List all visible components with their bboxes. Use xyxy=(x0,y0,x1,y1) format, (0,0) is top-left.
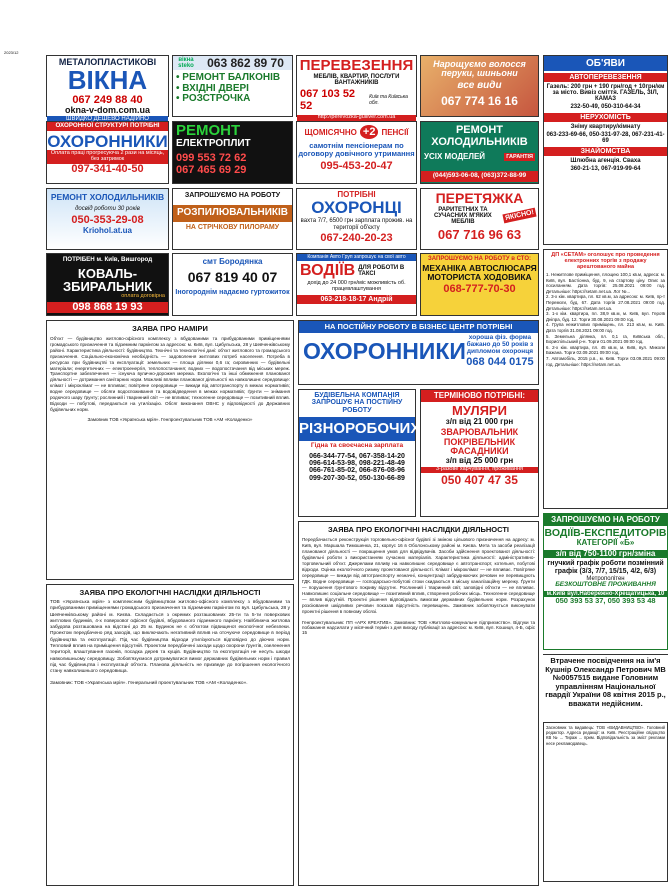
section-phone: 360-21-13, 067-919-99-64 xyxy=(570,166,641,172)
ad-balconies xyxy=(172,55,293,117)
ad-fridge-repair xyxy=(46,188,169,250)
ad-workers xyxy=(420,389,539,517)
ad-ktl xyxy=(543,513,668,650)
fridge-repair-site: Kriohol.at.ua xyxy=(83,225,132,235)
auction-notice xyxy=(543,249,668,509)
balconies-line3: • РОЗСТРОЧКА xyxy=(176,93,251,104)
lost-text: Втрачене посвідчення на ім'я Кушнір Олександр Петрович МВ №0057515 видане Головним управлінням Національної гвардії України 08 квітня 2015 р., вважати недійсним. xyxy=(545,656,666,708)
guards2-head: ПОТРІБНІ xyxy=(337,190,376,199)
builders-phone: 099-207-30-52, 050-130-66-89 xyxy=(309,474,405,482)
ktl-head: ЗАПРОШУЄМО НА РОБОТУ xyxy=(544,514,667,526)
windows-phone: 067 249 88 40 xyxy=(72,93,143,106)
sawmill-head: ЗАПРОШУЄМО НА РОБОТУ xyxy=(184,192,281,199)
balconies-line2: • ВХІДНІ ДВЕРІ xyxy=(176,82,249,94)
windows-slogan: ШВИДКО ДЕШЕВО НАДІЙНО xyxy=(47,116,168,122)
repair-phone1: 099 553 72 62 xyxy=(176,152,247,165)
guards3-sub: хороша фіз. форма бажано до 50 років з дипломом охоронця xyxy=(466,333,534,355)
auction-head: ДП «СЕТАМ» оголошує про проведення електронних торгів з продажу арештованого майна xyxy=(551,252,660,270)
section-phone: 063-233-69-66, 050-331-97-28, 067-231-41-69 xyxy=(546,132,665,144)
moving-site: http://perevozka-gulliver.com.ua xyxy=(297,115,416,121)
fridges-title: РЕМОНТ ХОЛОДИЛЬНИКІВ xyxy=(431,124,528,148)
workers-phone: 050 407 47 35 xyxy=(441,472,518,487)
ktl-schedule: гнучкий графік роботи позмінний графік (3/3, 7/7, 15/15, 4/2, 6/3) xyxy=(547,560,664,575)
ad-windows xyxy=(46,55,169,122)
fridges-phones: (044)593-06-08, (063)372-88-99 xyxy=(421,171,538,182)
sawmill-title: РОЗПИЛЮВАЛЬНИКІВ xyxy=(173,205,292,222)
fridge-repair-sub: досвід роботи 30 років xyxy=(75,205,140,212)
hair-phone: 067 774 16 16 xyxy=(441,94,518,109)
builders-head: БУДІВЕЛЬНА КОМПАНІЯ ЗАПРОШУЄ НА ПОСТІЙНУ РОБОТУ xyxy=(311,392,403,414)
fridge-repair-phone: 050-353-29-08 xyxy=(71,214,144,227)
ad-blacksmith xyxy=(46,253,169,316)
notice-title: ЗАЯВА ПРО ЕКОЛОГІЧНІ НАСЛІДКИ ДІЯЛЬНОСТІ xyxy=(79,588,261,597)
ad-moving xyxy=(296,55,417,121)
section-title: ЗНАЙОМСТВА xyxy=(544,147,667,156)
page-marker: 2023/12 xyxy=(4,50,19,55)
moving-sub: МЕБЛІВ, КВАРТИР, ПОСЛУГИ ВАНТАЖНИКІВ xyxy=(313,73,400,87)
upholstery-phone: 067 716 96 63 xyxy=(437,226,522,242)
upholstery-sub: РАРИТЕТНИХ ТА СУЧАСНИХ М'ЯКИХ МЕБЛІВ xyxy=(434,206,492,225)
ad-guards3 xyxy=(298,320,539,385)
guards3-phone: 068 044 0175 xyxy=(466,356,534,369)
imprint xyxy=(543,722,668,882)
taxi-head: Компанія Авто Груп запрошує на свої авто xyxy=(297,254,416,261)
section-text: Шлюбна агенція. Сваха xyxy=(570,158,641,164)
pension-monthly: ЩОМІСЯЧНО xyxy=(304,127,357,137)
moving-title: ПЕРЕВЕЗЕННЯ xyxy=(299,57,414,74)
balconies-line1: • РЕМОНТ БАЛКОНІВ xyxy=(176,72,281,83)
auction-text: 1. Нежитлове приміщення, площею 100,1 кв.м, адреса: м. Київ, вул. Бастіонна, буд. 9, на стартову ціну. Опис за посиланням. Дата торгів: 25.08.2021 09:00 год. Детальніше: https://setam.net.ua. Лот №... 2. 3-х кім. квартира, пл. 62 кв.м, за адресою: м. Київ, пр-т Перемоги, буд. 67. Дата торгів 27.08.2021 09:00 год. Детальніше: https://setam.net.ua. 3. 1-х кім. квартира, пл. 38,9 кв.м, м. Київ, вул. Героїв Дніпра, буд. 12. Торги 30.08.2021 09:00 год. 4. Група нежитлових приміщень, пл. 213 кв.м, м. Київ. Дата торгів 31.08.2021 09:00 год. 5. Земельна ділянка, пл. 0,1 га, Київська обл., Бориспільський р-н. Торги 01.09.2021 09:00 год. 6. 2-х кім. квартира, пл. 45 кв.м, м. Київ, вул. Миколи Бажана. Торги 02.09.2021 09:00 год. 7. Автомобіль, 2015 р.в., м. Київ. Торги 03.09.2021 09:00 год. Детальніше: https://setam.net.ua. xyxy=(546,272,665,367)
ad-pension xyxy=(296,121,417,184)
builders-phone: 096-614-53-98, 098-221-48-49 xyxy=(309,459,405,467)
moving-phone: 067 103 52 52 xyxy=(300,88,356,113)
taxi-note: дохід до 24 000 грн/міс можливість об. працевлаштування xyxy=(307,280,406,293)
notice-body: ТОВ «Українська мрія» з комплексним будівництвом житлово-офісного комплексу з вбудованими та прибудованими приміщеннями громадського призначення та підземним паркінгом по вул. Цибульська, 28 у Шевченківському районі м. Києва. Складається з окремих розташованих 25-ти та 5-ти поверхових житлових будинків, 4-х поверхової офісної будівлі, вбудованого підземного паркінгу. Найближча житлова забудова розташована на відстані до 25 м. Будинок не є об'єктом підвищеної екологічної небезпеки. Проектом передбачено ряд заходів, що виключають негативний вплив на оточуюче середовище в період будівництва та експлуатації. Під час будівництва відходи утилізуються відповідно до діючих норм. Тепловий вплив на приміщення відсутній. Проектом передбачені заходи щодо охорони ґрунтів, озеленення території, влаштування газонів, посадка дерев та кущів. Будівництво та експлуатація не несуть шкоди навколишньому середовищу. Зобов'язуємося дотримуватися вимог державних будівельних норм і правил під час будівництва і експлуатації об'єкта. Планова діяльність не призведе до погіршення екологічного стану навколишнього середовища. xyxy=(50,600,290,675)
ktl-address: м.Київ вул.Набережно-Хрещатицька, 10 xyxy=(544,591,667,597)
guards2-sub: вахта 7/7, 6500 грн зарплата прожив. на території об'єкту xyxy=(300,218,413,231)
upholstery-title: ПЕРЕТЯЖКА xyxy=(435,190,524,206)
ad-mechanic xyxy=(420,253,539,316)
pension-plus: +2 xyxy=(360,125,379,139)
workers-note: 3-разове харчування, проживання xyxy=(421,467,538,473)
section-title: АВТОПЕРЕВЕЗЕННЯ xyxy=(544,73,667,82)
hair-title: Нарощуємо волосся перуки, шиньони xyxy=(433,59,526,79)
notice-body: Передбачається реконструкція торговельно-офісної будівлі зі зміною цільового призначення на адресу: м. Київ, вул. Маршала Тимошенка, 21, корпус 16 в Оболонському районі м. Києва. Мета та засоби реалізації планованої діяльності — покращення умов для відвідувачів. Засоби здійснення проектованої діяльності: будівельні роботи з використанням сучасних матеріалів. Характеристика діяльності: адміністративно-торговельний об'єкт. Джерелами впливу на навколишнє середовище є автотранспорт, котельня, побутові відходи. Оцінка екологічного ризику проектованої діяльності. Клімат і мікроклімат — не впливає. Повітряне середовище — викиди від автотранспорту незначні, концентрації забруднюючих речовин не перевищують ГДК. Водне середовище — господарсько-побутові стоки скидаються в міську каналізаційну мережу. Ґрунти — порушення ґрунтового покриву відсутнє. Рослинний і тваринний світ, заповідні об'єкти — не впливає. Навколишнє соціальне середовище — позитивний вплив, створення робочих місць. Техногенне середовище — вплив відсутній. Проектні рішення відповідають вимогам державних будівельних норм. Розрахунок розсіювання шкідливих речовин показав відсутність перевищень. Замовник зобов'язується виконувати проектні рішення в повному обсязі. xyxy=(302,537,535,614)
workers-t2: ЗВАРЮВАЛЬНИК ПОКРІВЕЛЬНИК ФАСАДНИКИ xyxy=(440,427,519,457)
ad-builders xyxy=(298,389,421,517)
notice-title: ЗАЯВА ПРО ЕКОЛОГІЧНІ НАСЛІДКИ ДІЯЛЬНОСТІ xyxy=(327,525,509,534)
blacksmith-title: КОВАЛЬ-ЗБИРАЛЬНИК xyxy=(62,265,153,295)
guards3-head: НА ПОСТІЙНУ РОБОТУ В БІЗНЕС ЦЕНТР ПОТРІБНІ xyxy=(299,321,538,333)
section-text: Зніму квартиру/кімнату xyxy=(570,124,641,130)
borodyanka-phone: 067 819 40 07 xyxy=(187,269,278,286)
builders-phone: 066-761-85-02, 066-876-08-96 xyxy=(309,467,405,475)
ad-hair xyxy=(420,55,539,117)
ad-guards2 xyxy=(296,188,417,250)
ktl-category: КАТЕГОРІЇ «Б» xyxy=(576,538,635,548)
lost-notice xyxy=(543,654,668,718)
moving-note: Київ та Київська обл. xyxy=(369,94,408,107)
notice-eco-2 xyxy=(298,521,539,886)
classifieds-header: ОБ'ЯВИ xyxy=(544,56,667,71)
section-text: Газель: 200 грн + 190 грн/год + 10грн/км за місто. Вивіз сміття. ГАЗЕЛЬ, ЗІЛ, КАМАЗ xyxy=(546,84,665,102)
repair-sub: ЕЛЕКТРОПЛИТ xyxy=(176,137,251,149)
mechanic-phone: 068-777-70-30 xyxy=(443,283,516,296)
notice-footer: Генпроектувальник: ПП «АРХ КРЕАТИВ». Замовник: ТОВ «Житлово-комунальне підприємство». Відгуки та побажання надсилати у місячний термін з дня виходу публікації за адресою: м. Київ, вул. Кошиця, 4-Б, офіс 15 xyxy=(302,620,535,636)
workers-s1: з/п від 21 000 грн xyxy=(445,417,514,427)
mechanic-title: МЕХАНІКА АВТОСЛЮСАРЯ МОТОРИСТА ХОДОВИКА xyxy=(422,263,537,283)
guards-sub: Оплата праці прогресуюча 2 рази на місяць, без затримок xyxy=(47,150,168,164)
notice-footer: Замовник ТОВ «Українська мрія». Генпроектувальник ТОВ «АМ «Коладенко» xyxy=(87,416,253,422)
guards2-phone: 067-240-20-23 xyxy=(320,231,393,244)
taxi-phone: 063-218-18-17 Андрій xyxy=(297,295,416,304)
ad-sawmill xyxy=(172,188,293,250)
notice-eco-1 xyxy=(46,584,294,886)
guards-title: ОХОРОННИКИ xyxy=(47,131,168,151)
imprint-text: Засновник та видавець: ТОВ «ВИДАВНИЦТВО». Головний редактор. Адреса редакції: м. Київ. Реєстраційне свідоцтво КВ № ... Тираж ... прим. Відповідальність за зміст реклами несе рекламодавець. xyxy=(546,725,665,746)
fridge-repair-title: РЕМОНТ ХОЛОДИЛЬНИКІВ xyxy=(50,192,165,202)
ktl-pay: з/п від 750-1100 грн/зміна xyxy=(544,550,667,558)
taxi-sub: ДЛЯ РОБОТИ В ТАКСІ xyxy=(358,265,405,278)
classifieds xyxy=(543,55,668,245)
blacksmith-head: ПОТРІБЕН м. Київ, Вишгород xyxy=(62,256,153,263)
notice-intent xyxy=(46,320,294,580)
ktl-title: ВОДІЇВ-ЕКСПЕДИТОРІВ xyxy=(544,527,667,540)
ad-borodyanka xyxy=(172,253,293,316)
notice-footer: Замовник: ТОВ «Українська мрія». Генеральний проектувальник ТОВ «АМ «Коладенко». xyxy=(50,680,248,686)
mechanic-head: ЗАПРОШУЄМО НА РОБОТУ в СТО: xyxy=(428,256,531,262)
pension-label: ПЕНСІЇ xyxy=(381,127,409,137)
ad-fridges xyxy=(420,121,539,184)
section-title: НЕРУХОМІСТЬ xyxy=(544,113,667,122)
fridges-badge: ГАРАНТІЯ xyxy=(506,153,533,160)
ad-taxi-drivers xyxy=(296,253,417,316)
section-phone: 232-50-49, 050-310-64-34 xyxy=(570,104,641,110)
ktl-brand: Метрополітен xyxy=(586,575,625,582)
guards-phone: 097-341-40-50 xyxy=(71,162,144,175)
repair-phone2: 067 465 69 29 xyxy=(176,163,247,176)
builders-sub: Гідна та своєчасна зарплата xyxy=(310,441,404,449)
repair-title: РЕМОНТ xyxy=(176,122,241,139)
workers-s2: з/п від 25 000 грн xyxy=(445,455,514,465)
ktl-housing: БЕЗКОШТОВНЕ ПРОЖИВАННЯ xyxy=(555,581,656,589)
guards3-title: ОХОРОННИКИ xyxy=(303,338,466,365)
borodyanka-sub: Іногороднім надаємо гуртожиток xyxy=(175,289,290,297)
guards2-title: ОХОРОНЦІ xyxy=(311,198,402,218)
ad-repair xyxy=(172,121,293,184)
blacksmith-note: оплата договірна xyxy=(121,292,165,299)
ad-guards xyxy=(46,121,169,184)
workers-head: ТЕРМІНОВО ПОТРІБНІ: xyxy=(421,390,538,402)
sawmill-sub: НА СТРІЧКОВУ ПИЛОРАМУ xyxy=(185,223,280,231)
windows-brand: МЕТАЛОПЛАСТИКОВІ xyxy=(58,57,157,67)
guards-head: ОХОРОННОЇ СТРУКТУРІ ПОТРІБНІ xyxy=(47,122,168,131)
ktl-phones: 050 393 53 37, 050 393 53 48 xyxy=(555,596,656,606)
hair-sub: все види xyxy=(457,79,502,91)
blacksmith-phone: 098 868 19 93 xyxy=(47,302,168,314)
builders-title: РІЗНОРОБОЧИХ xyxy=(299,417,415,441)
windows-title: ВІКНА xyxy=(67,65,148,96)
pension-sub: самотнім пенсіонерам по договору довічного утримання xyxy=(298,141,415,158)
builders-phone: 066-344-77-54, 067-358-14-20 xyxy=(309,452,405,460)
taxi-title: ВОДІЇВ xyxy=(300,262,356,280)
fridges-sub: УСІХ МОДЕЛЕЙ xyxy=(424,152,486,162)
notice-body: Об'єкт — будівництво житлово-офісного комплексу з вбудованими та прибудованими приміщеннями громадського призначення та підземним паркінгом за адресою: м. Київ, вул. Цибульська, 28 у Шевченківському районі. Характеристика діяльності: будівництво. Технічні та технологічні дані: об'єкт житлового та громадського призначення. Соціально-економічна необхідність — задоволення житлових потреб населення. Потреба в ресурсах при будівництві та експлуатації: земельних — площа ділянки 0,6 га; сировинних — будівельні матеріали; енергетичних — електроенергія, теплопостачання; водних — водопостачання від міських мереж. Транспортне забезпечення — існуюча вулично-дорожня мережа. Екологічні та інші обмеження планованої діяльності — дотримання санітарних норм. Можливі впливи планованої діяльності на навколишнє середовище: клімат і мікроклімат — не впливає; повітряне середовище — викиди від автотранспорту в межах нормативів; водне середовище — обсяги водоспоживання та водовідведення в межах нормативів; ґрунти — знімання родючого шару ґрунту; рослинний і тваринний світ — не впливає; техногенне середовище — позитивний вплив. Відходи — побутові, передаються на утилізацію. Обсяг виконання ОВНС у відповідності до Державних будівельних норм. xyxy=(50,336,290,412)
windows-site: okna-v-dom.com.ua xyxy=(64,105,150,116)
upholstery-badge: ЯКІСНО! xyxy=(502,208,536,224)
pension-phone: 095-453-20-47 xyxy=(320,159,393,172)
borodyanka-head: смт Бородянка xyxy=(202,257,263,266)
ad-upholstery xyxy=(420,188,539,250)
balconies-phone: 063 862 89 70 xyxy=(207,56,284,70)
steko-logo: вікна steko xyxy=(178,57,194,69)
workers-t1: МУЛЯРИ xyxy=(452,403,507,419)
notice-title: ЗАЯВА ПРО НАМІРИ xyxy=(132,324,208,333)
